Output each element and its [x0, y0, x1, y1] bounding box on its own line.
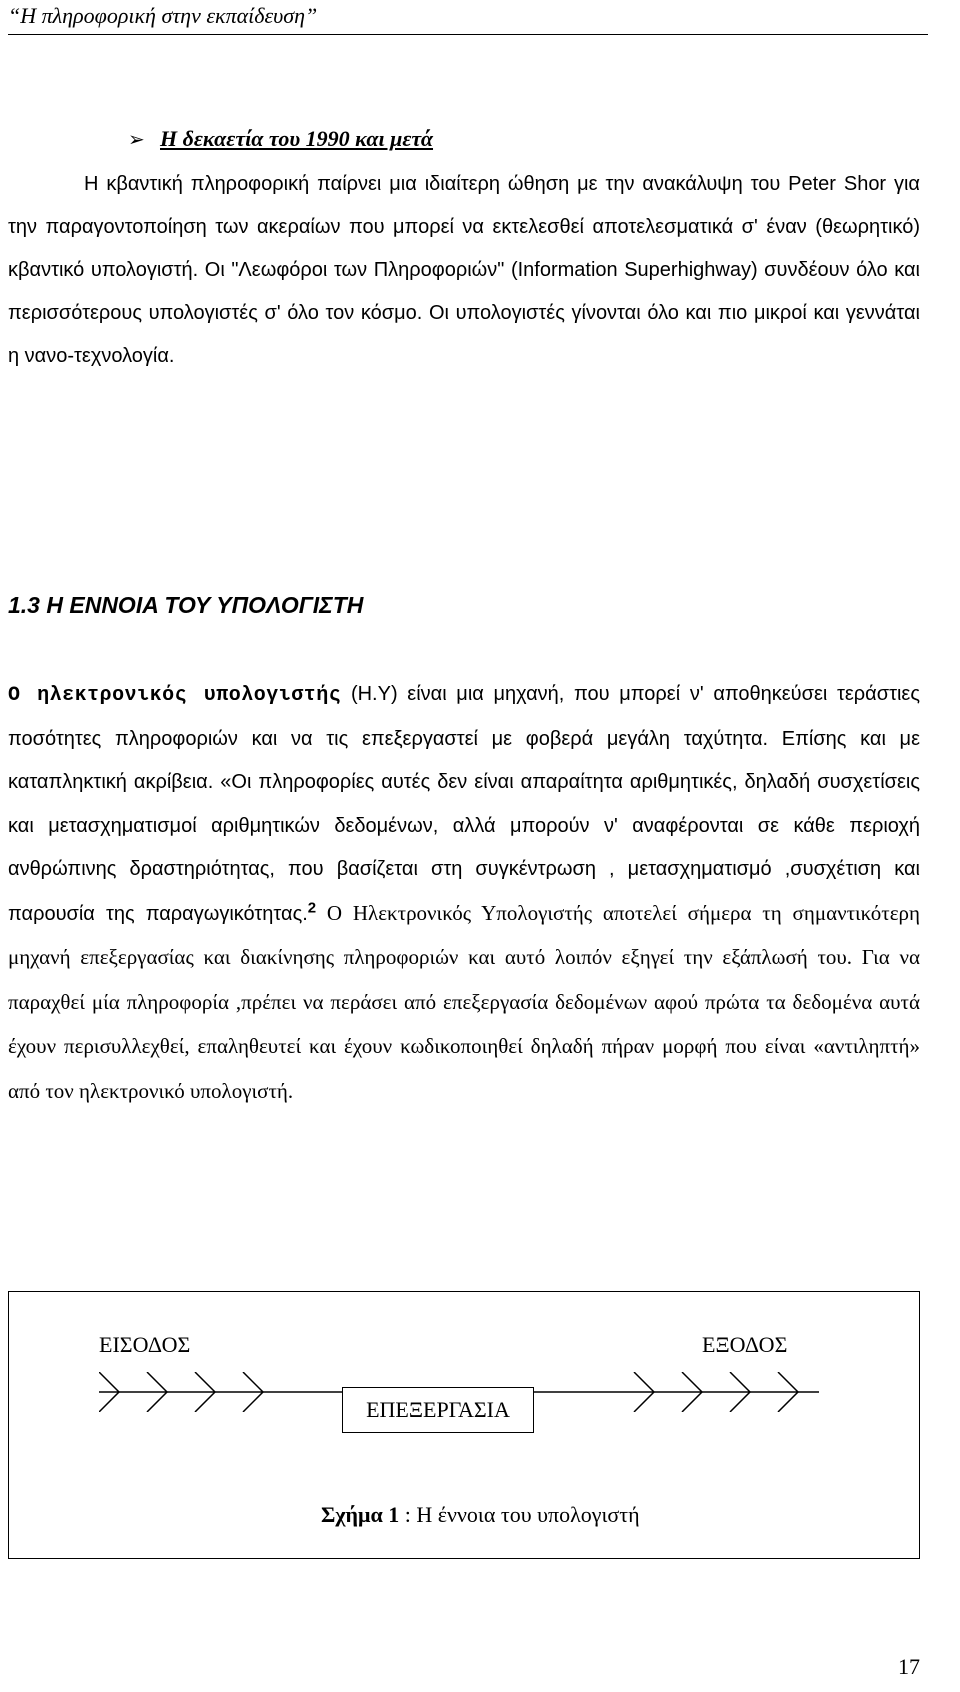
paragraph-1990 — [8, 163, 920, 378]
figure-input-label: ΕΙΣΟΔΟΣ — [99, 1332, 191, 1357]
section-heading-text: Η δεκαετία του 1990 και μετά — [160, 126, 434, 151]
paragraph-1990-start: Η κβαντική πληροφορική παίρνει μια ιδιαίτερη ώθηση με την ανακάλυψη του Peter Shor για την παραγοντοποίηση των ακεραίων που μπορεί να εκτελεσθεί αποτελεσματικά σ' έναν (θεωρητικό) κβαντικό υπολογιστή. Οι "Λεωφόροι των Πληροφοριών" (Information Superhighway) συνδέουν όλο και περισσότερους υπολογιστές σ' όλο τον κόσμο. — [8, 173, 920, 324]
arrow-bullet-icon: ➢ — [128, 127, 145, 151]
section-title-13: 1.3 Η ΕΝΝΟΙΑ ΤΟΥ ΥΠΟΛΟΓΙΣΤΗ — [8, 592, 364, 618]
paragraph-part-a: (Η.Υ) είναι μια μηχανή, που μπορεί ν' αποθηκεύσει τεράστιες ποσότητες πληροφοριών και να τις επεξεργαστεί με φοβερά μεγάλη ταχύτητα. Επίσης και με καταπληκτική ακρίβεια. — [8, 683, 920, 793]
page-number: 17 — [898, 1654, 920, 1679]
page-header — [8, 0, 928, 35]
header-title: “Η πληροφορική στην εκπαίδευση” — [8, 3, 318, 28]
figure-output-label: ΕΞΟΔΟΣ — [702, 1332, 788, 1357]
footnote-reference[interactable]: 2 — [307, 898, 317, 916]
figure-caption-text: : Η έννοια του υπολογιστή — [399, 1502, 640, 1527]
figure-caption — [321, 1502, 640, 1528]
paragraph-part-c: Ο Ηλεκτρονικός Υπολογιστής αποτελεί σήμερα τη σημαντικότερη μηχανή επεξεργασίας και διακίνησης πληροφοριών και αυτό λοιπόν εξηγεί την εξάπλωσή του. Για να παραχθεί μία πληροφορία ,πρέπει να περάσει από επεξεργασία δεδομένων αφού πρώτα τα δεδομένα αυτά έχουν περισυλλεχθεί, επαληθευτεί και έχουν κωδικοποιηθεί δηλαδή πήραν μορφή που είναι «αντιληπτή» από τον ηλεκτρονικό υπολογιστή. — [8, 900, 920, 1103]
figure-caption-label: Σχήμα 1 — [321, 1502, 400, 1527]
paragraph-computer-concept — [8, 673, 920, 1114]
figure-process-box: ΕΠΕΞΕΡΓΑΣΙΑ — [342, 1387, 534, 1433]
lead-term: Ο ηλεκτρονικός υπολογιστής — [8, 684, 342, 707]
section-heading-1990 — [128, 126, 433, 152]
paragraph-part-b: «Οι πληροφορίες αυτές δεν είναι απαραίτητα αριθμητικές, δηλαδή συσχετίσεις και μετασχηματισμοί αριθμητικών δεδομένων, αλλά μπορούν ν' αναφέρονται σε κάθε περιοχή ανθρώπινης δραστηριότητας, που βασίζεται στη συγκέντρωση , μετασχηματισμό ,συσχέτιση και παρουσία της παραγωγικότητας. — [8, 771, 920, 925]
paragraph-1990-end: Οι υπολογιστές γίνονται όλο και πιο μικροί και γεννάται η νανο-τεχνολογία. — [8, 302, 920, 367]
